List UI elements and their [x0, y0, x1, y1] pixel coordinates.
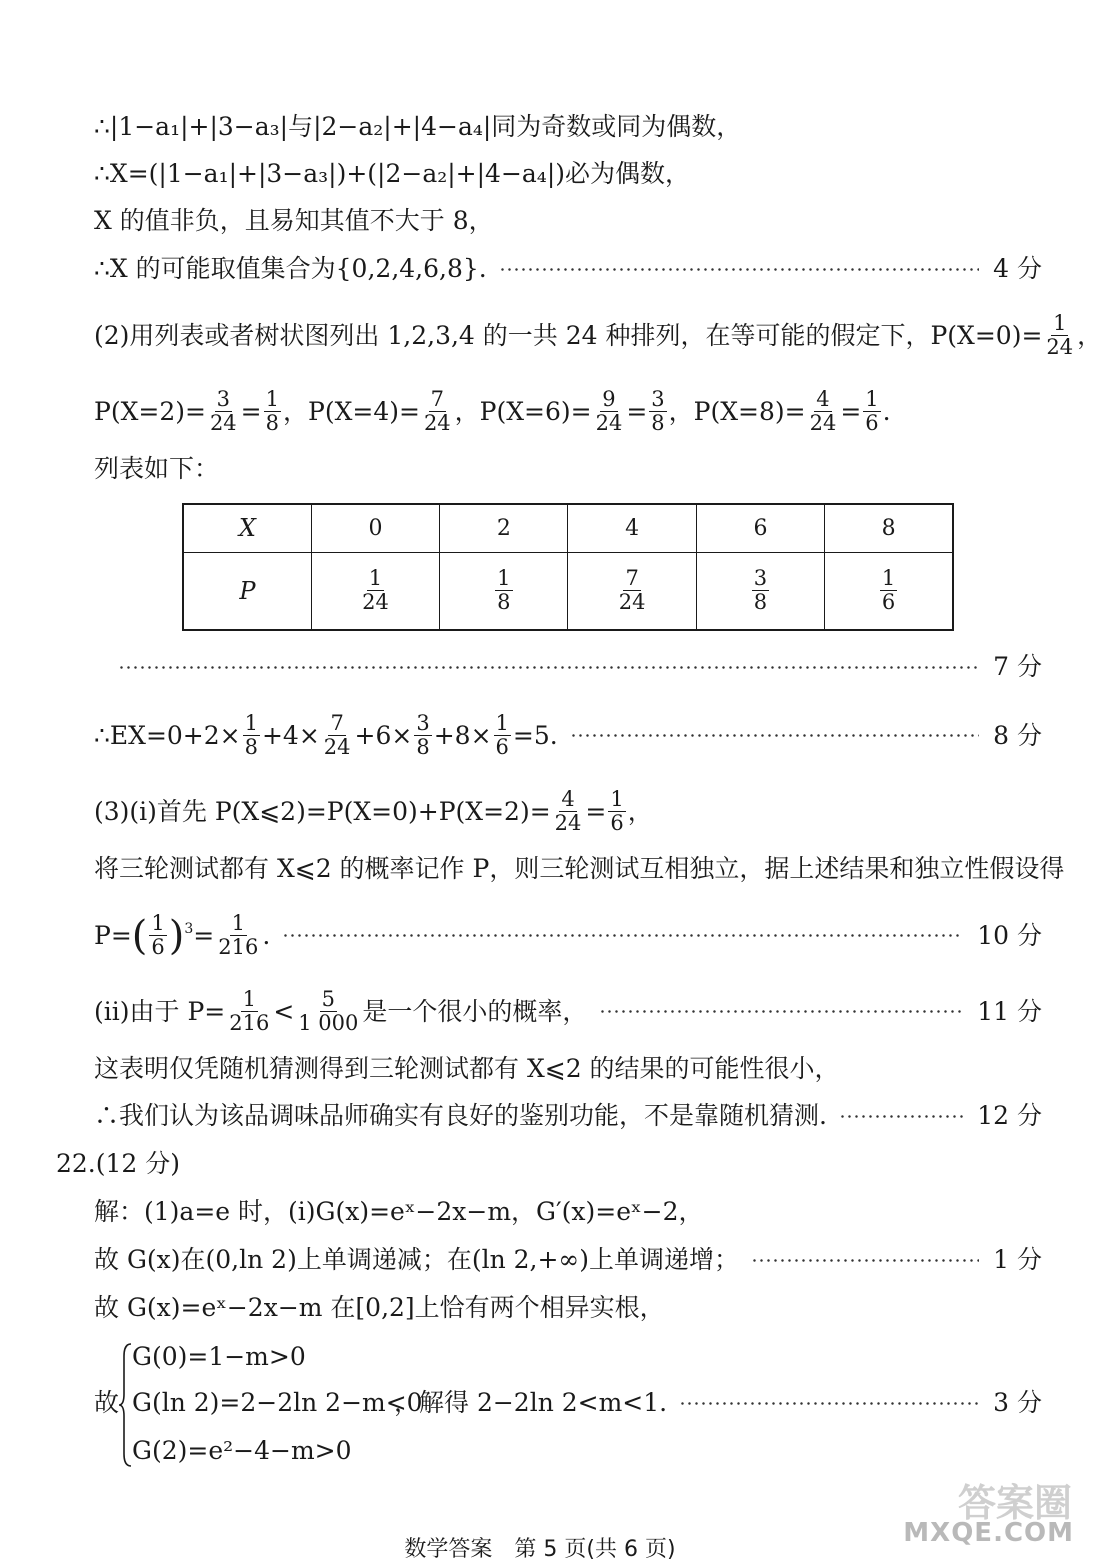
- fraction: $\frac{1}{8}$: [265, 387, 279, 435]
- table-row: [183, 504, 953, 552]
- inequality-system: 故 G(0)=1−m>0 G(ln 2)=2−2ln 2−m<0 G(2)=e²−4−m>0 ，解得 2−2ln 2<m<1. 3 分: [94, 1340, 1042, 1470]
- score-marker: 10 分: [977, 920, 1042, 950]
- fraction: $\frac{3}{8}$: [416, 711, 430, 759]
- text-line: (3)(i)首先 P(X⩽2)=P(X=0)+P(X=2)= $\frac{4}{24}$ = $\frac{1}{6}$ ，: [94, 787, 653, 835]
- fraction: $\frac{1}{24}$: [1046, 311, 1074, 359]
- dot-leader: [118, 666, 979, 669]
- score-marker: 8 分: [993, 720, 1042, 750]
- fraction: $\frac{7}{24}$: [423, 387, 451, 435]
- dot-leader: [499, 268, 979, 271]
- fraction: $\frac{3}{8}$: [651, 387, 665, 435]
- fraction: $\frac{1}{216}$: [218, 911, 259, 959]
- table-cell: 0: [311, 504, 439, 552]
- text-line-with-score: 故 G(x)在(0,ln 2)上单调递减；在(ln 2,+∞)上单调递增； 1 分: [94, 1243, 1042, 1277]
- text-line: 列表如下：: [94, 454, 220, 483]
- score-marker: 12 分: [977, 1101, 1042, 1130]
- dot-leader: [599, 1010, 963, 1013]
- condition-1: G(0)=1−m>0: [132, 1342, 306, 1371]
- text-line-with-score: (ii)由于 P= $\frac{1}{216}$ < $\frac{5}{1 000}$ 是一个很小的概率， 11 分: [94, 987, 1042, 1035]
- table-cell: 2: [440, 504, 568, 552]
- watermark-site: MXQE.COM: [903, 1518, 1074, 1548]
- dot-leader: [751, 1259, 979, 1262]
- fraction: $\frac{1}{6}$: [151, 911, 165, 959]
- fraction: $\frac{5}{1 000}$: [298, 987, 359, 1035]
- table-header-p: P: [183, 552, 311, 630]
- text-line-with-score: ∴X 的可能取值集合为{0,2,4,6,8}. 4 分: [94, 252, 1042, 286]
- page-footer: 数学答案 第 5 页(共 6 页): [404, 1537, 676, 1562]
- dot-leader: [282, 934, 963, 937]
- expectation-line: ∴EX=0+2× $\frac{1}{8}$ +4× $\frac{7}{24}$ +6× $\frac{3}{8}$ +8× $\frac{1}{6}$ =5. 8 分: [94, 711, 1042, 759]
- text-line-with-score: ∴我们认为该品调味品师确实有良好的鉴别功能，不是靠随机猜测. 12 分: [94, 1099, 1042, 1133]
- fraction: $\frac{1}{8}$: [244, 711, 258, 759]
- watermark-logo: [896, 1468, 1080, 1554]
- text-line: ∴|1−a₁|+|3−a₃|与|2−a₂|+|4−a₄|同为奇数或同为偶数，: [94, 112, 742, 141]
- table-cell: 6: [696, 504, 824, 552]
- fraction: $\frac{9}{24}$: [595, 387, 623, 435]
- fraction: $\frac{4}{24}$: [809, 387, 837, 435]
- table-cell: $\frac{3}{8}$: [696, 552, 824, 630]
- dot-leader: [679, 1402, 979, 1405]
- text-line-with-score: ，解得 2−2ln 2<m<1. 3 分: [394, 1386, 1042, 1420]
- text-line: ∴X=(|1−a₁|+|3−a₃|)+(|2−a₂|+|4−a₄|)必为偶数，: [94, 159, 691, 188]
- fraction: $\frac{1}{6}$: [610, 787, 624, 835]
- watermark-mark: 答案圈: [957, 1481, 1072, 1525]
- left-brace-icon: [118, 1342, 132, 1468]
- text-line: X 的值非负，且易知其值不大于 8，: [94, 206, 494, 235]
- table-cell: $\frac{1}{24}$: [311, 552, 439, 630]
- text-line: (2)用列表或者树状图列出 1,2,3,4 的一共 24 种排列，在等可能的假定下，P(X=0)= $\frac{1}{24}$ ，: [94, 311, 1102, 359]
- fraction: $\frac{7}{24}$: [323, 711, 351, 759]
- score-marker: 3 分: [993, 1388, 1042, 1417]
- fraction: $\frac{1}{6}$: [865, 387, 879, 435]
- table-cell: 8: [825, 504, 953, 552]
- table-cell: 4: [568, 504, 696, 552]
- score-line: [118, 650, 1042, 684]
- text-line: 解：(1)a=e 时，(i)G(x)=eˣ−2x−m，G′(x)=eˣ−2，: [94, 1197, 704, 1226]
- table-row: [183, 552, 953, 630]
- text-line: 故 G(x)=eˣ−2x−m 在[0,2]上恰有两个相异实根，: [94, 1293, 665, 1322]
- score-marker: 7 分: [993, 652, 1042, 681]
- text-line: 这表明仅凭随机猜测得到三轮测试都有 X⩽2 的结果的可能性很小，: [94, 1054, 840, 1083]
- score-marker: 1 分: [993, 1245, 1042, 1274]
- condition-2: G(ln 2)=2−2ln 2−m<0: [132, 1388, 423, 1417]
- table-cell: $\frac{1}{8}$: [440, 552, 568, 630]
- score-marker: 11 分: [977, 996, 1042, 1026]
- fraction: $\frac{3}{24}$: [209, 387, 237, 435]
- table-header-x: X: [183, 504, 311, 552]
- table-cell: $\frac{7}{24}$: [568, 552, 696, 630]
- text-line: 将三轮测试都有 X⩽2 的概率记作 P，则三轮测试互相独立，据上述结果和独立性假设得: [94, 854, 1065, 883]
- distribution-table: [182, 503, 954, 631]
- fraction: $\frac{1}{6}$: [495, 711, 509, 759]
- dot-leader: [570, 734, 979, 737]
- fraction: $\frac{4}{24}$: [554, 787, 582, 835]
- text-line-with-score: P= ( $\frac{1}{6}$ ) $^3$ = $\frac{1}{216}$ . 10 分: [94, 911, 1042, 959]
- table-cell: $\frac{1}{6}$: [825, 552, 953, 630]
- probability-line: P(X=2)= $\frac{3}{24}$ = $\frac{1}{8}$ ，P(X=4)= $\frac{7}{24}$ ，P(X=6)= $\frac{9}{24}$ = $\frac{3}{8}$ ，P(X=8)= $\frac{4}{24}$ = $\frac{1}{6}$ .: [94, 387, 891, 435]
- question-number: 22.(12 分): [56, 1149, 181, 1178]
- condition-3: G(2)=e²−4−m>0: [132, 1436, 352, 1465]
- dot-leader: [839, 1115, 963, 1118]
- fraction: $\frac{1}{216}$: [229, 987, 270, 1035]
- score-marker: 4 分: [993, 254, 1042, 283]
